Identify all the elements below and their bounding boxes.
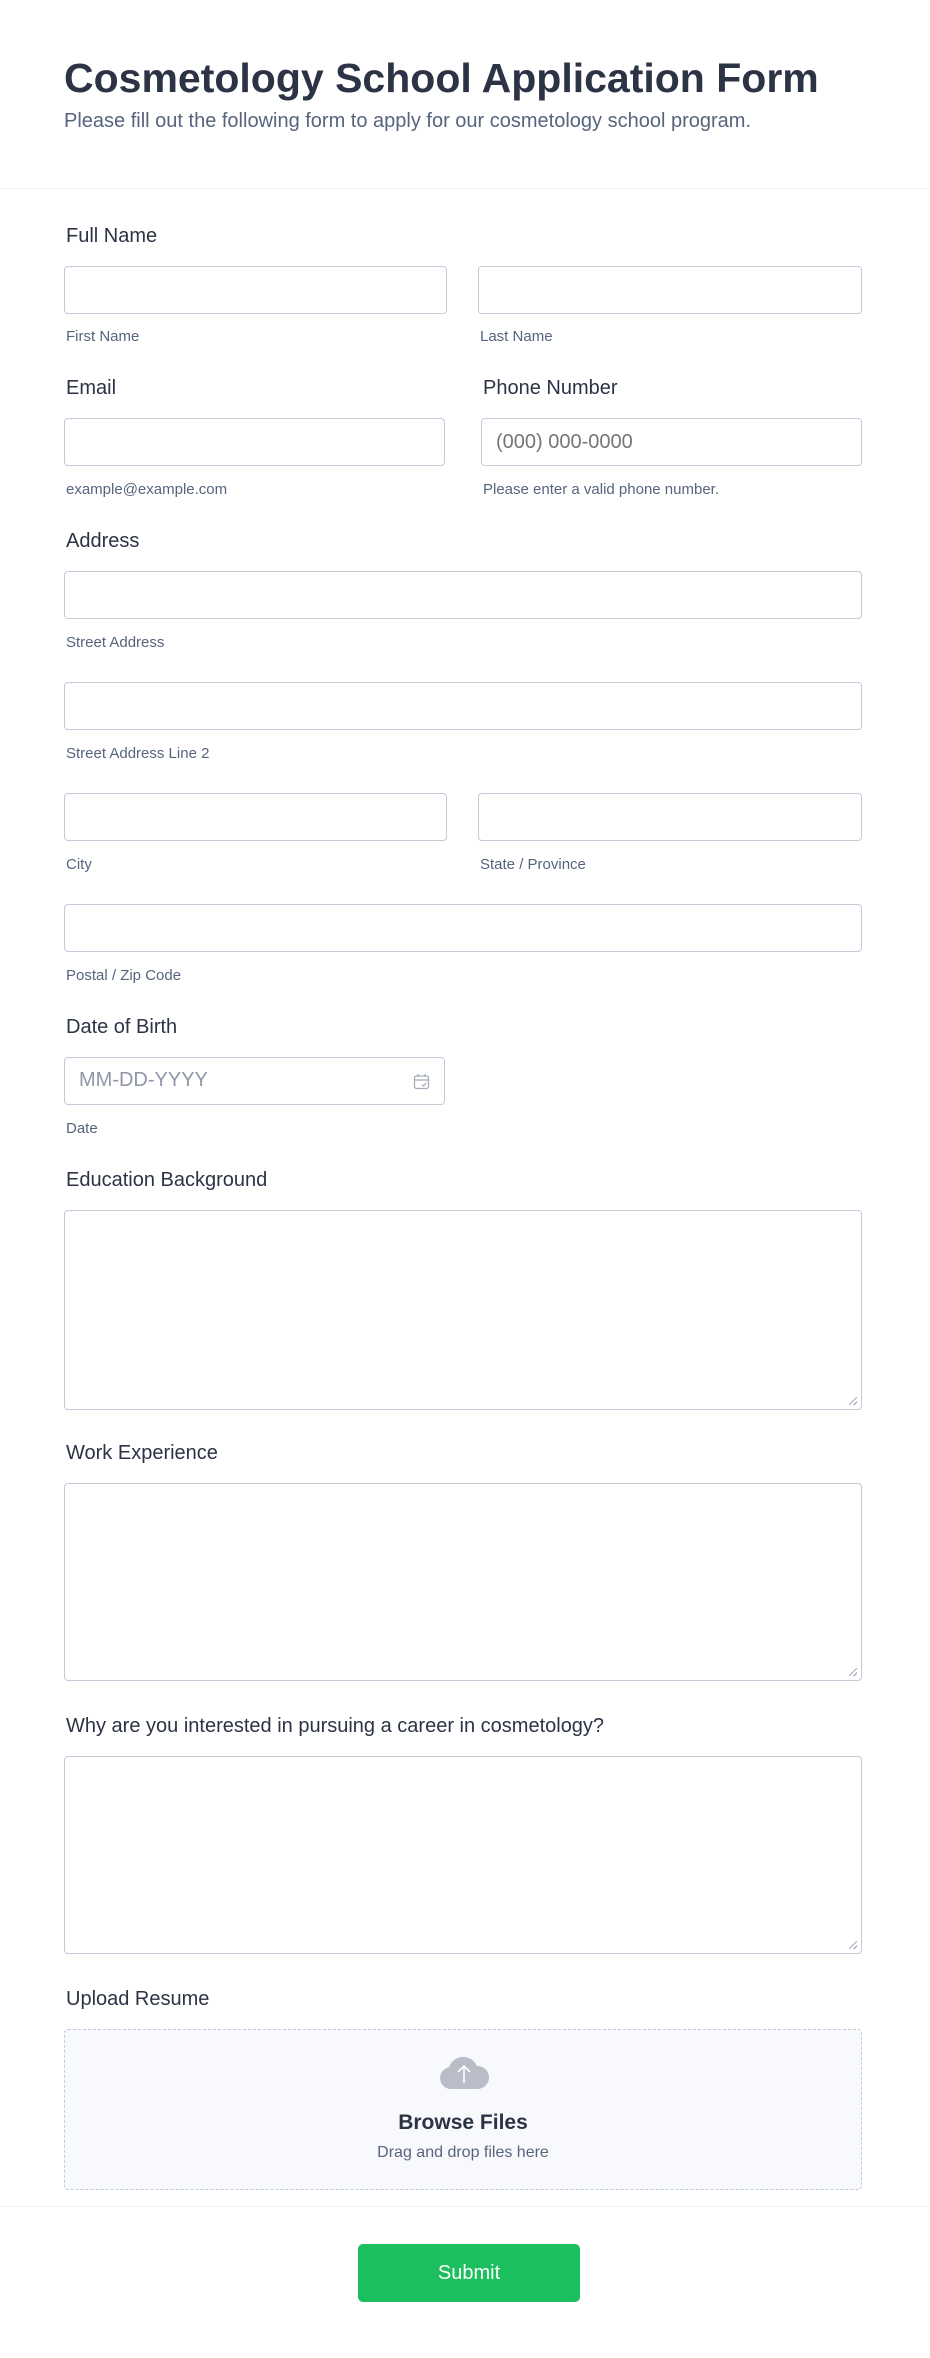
dob-sublabel: Date (66, 1120, 98, 1137)
dob-input[interactable] (64, 1057, 445, 1105)
education-label: Education Background (66, 1169, 268, 1191)
street-address-input[interactable] (64, 571, 862, 619)
resize-handle[interactable] (849, 1668, 857, 1676)
city-input[interactable] (64, 793, 447, 841)
state-sublabel: State / Province (480, 856, 586, 873)
footer-divider (0, 2206, 930, 2207)
why-cosmetology-textarea[interactable] (64, 1756, 862, 1954)
submit-button[interactable]: Submit (358, 2244, 580, 2302)
postal-code-input[interactable] (64, 904, 862, 952)
work-experience-label: Work Experience (66, 1442, 218, 1464)
dob-placeholder: MM-DD-YYYY (79, 1069, 208, 1091)
drag-drop-hint: Drag and drop files here (377, 2144, 549, 2161)
city-sublabel: City (66, 856, 92, 873)
street-address-sublabel: Street Address (66, 634, 165, 651)
work-experience-textarea[interactable] (64, 1483, 862, 1681)
street-address-line2-input[interactable] (64, 682, 862, 730)
street-address-line2-sublabel: Street Address Line 2 (66, 745, 210, 762)
full-name-label: Full Name (66, 225, 158, 247)
calendar-icon[interactable] (413, 1073, 430, 1090)
file-dropzone[interactable] (64, 2029, 862, 2190)
header-divider (0, 188, 930, 189)
email-label: Email (66, 377, 117, 399)
email-input[interactable] (64, 418, 445, 466)
first-name-sublabel: First Name (66, 328, 140, 345)
email-sublabel: example@example.com (66, 481, 228, 498)
browse-files-button[interactable]: Browse Files (398, 2111, 528, 2134)
form-title: Cosmetology School Application Form (64, 55, 819, 101)
phone-input[interactable] (481, 418, 862, 466)
form-subtitle: Please fill out the following form to apply for our cosmetology school program. (64, 110, 752, 132)
postal-code-sublabel: Postal / Zip Code (66, 967, 182, 984)
address-label: Address (66, 530, 140, 552)
resize-handle[interactable] (849, 1941, 857, 1949)
phone-sublabel: Please enter a valid phone number. (483, 481, 719, 498)
first-name-input[interactable] (64, 266, 447, 314)
dob-label: Date of Birth (66, 1016, 178, 1038)
upload-resume-label: Upload Resume (66, 1988, 210, 2010)
resize-handle[interactable] (849, 1397, 857, 1405)
why-cosmetology-label: Why are you interested in pursuing a career in cosmetology? (66, 1715, 605, 1737)
phone-label: Phone Number (483, 377, 618, 399)
cloud-upload-icon (439, 2054, 489, 2090)
education-textarea[interactable] (64, 1210, 862, 1410)
last-name-sublabel: Last Name (480, 328, 553, 345)
last-name-input[interactable] (478, 266, 862, 314)
state-input[interactable] (478, 793, 862, 841)
